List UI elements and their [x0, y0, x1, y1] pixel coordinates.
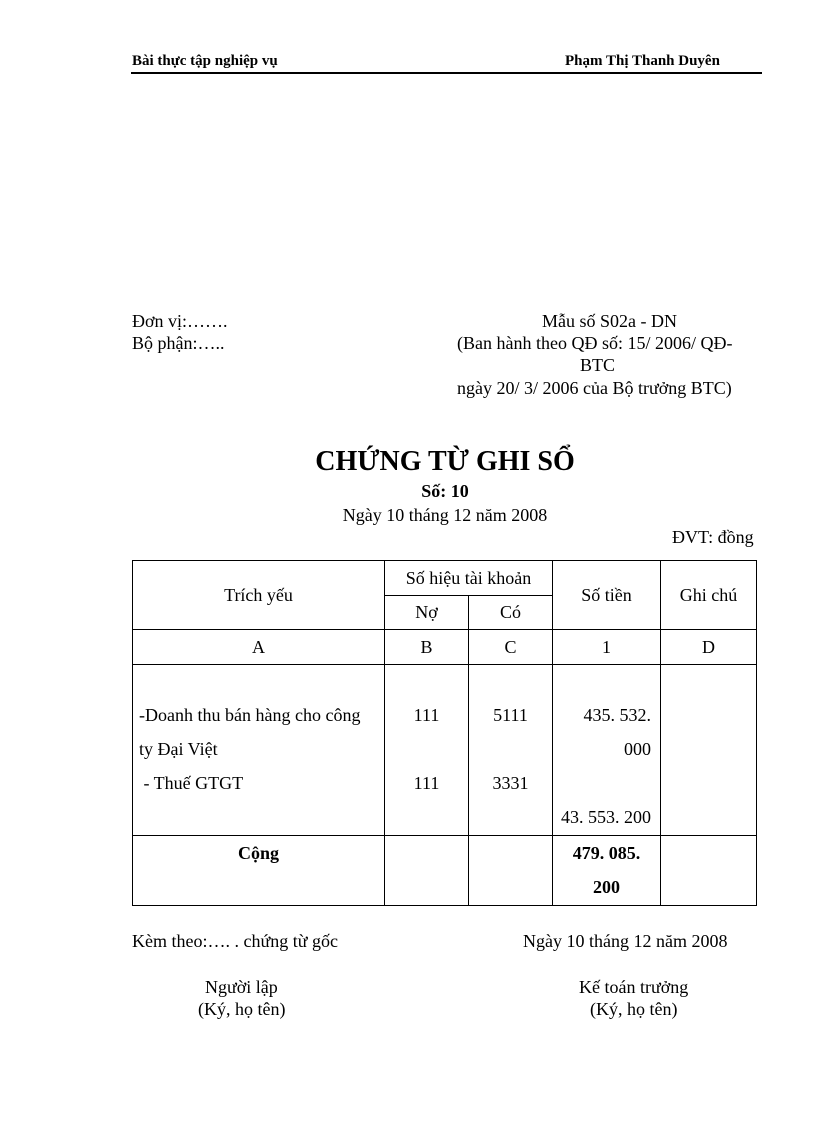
form-issued-line2: BTC — [580, 355, 616, 375]
row2-amount: 43. 553. 200 — [561, 807, 651, 827]
row1-debit: 111 — [413, 705, 440, 725]
total-label-cell — [133, 836, 385, 906]
code-credit: C — [469, 630, 553, 665]
row2-debit: 111 — [413, 773, 440, 793]
row1-credit: 5111 — [493, 705, 528, 725]
header-note: Ghi chú — [661, 561, 757, 630]
code-amount: 1 — [553, 630, 661, 665]
code-row — [133, 630, 757, 665]
ledger-table — [132, 560, 757, 906]
row-summary-cell — [133, 665, 385, 836]
footer-date: Ngày 10 tháng 12 năm 2008 — [523, 931, 728, 951]
preparer-title: Người lập — [205, 977, 278, 997]
header-rule — [131, 72, 762, 74]
form-issued-line1: (Ban hành theo QĐ số: 15/ 2006/ QĐ- — [457, 333, 733, 353]
form-code: Mẫu số S02a - DN — [542, 311, 677, 331]
header-summary: Trích yếu — [133, 561, 385, 630]
total-amount-cell — [553, 836, 661, 906]
header-account-group: Số hiệu tài khoản — [385, 561, 553, 596]
total-row — [133, 836, 757, 906]
code-summary: A — [133, 630, 385, 665]
code-note: D — [661, 630, 757, 665]
document-number: Số: 10 — [421, 481, 469, 501]
row2-credit: 3331 — [492, 773, 529, 793]
total-amount-line2: 200 — [593, 877, 620, 897]
document-title: CHỨNG TỪ GHI SỔ — [315, 446, 575, 477]
row1-summary-line1: -Doanh thu bán hàng cho công — [139, 705, 361, 725]
row-note-cell — [661, 665, 757, 836]
total-label: Cộng — [237, 843, 279, 863]
header-row — [133, 561, 757, 596]
currency-unit: ĐVT: đồng — [672, 527, 754, 547]
header-credit: Có — [469, 596, 553, 630]
row-debit-cell — [385, 665, 469, 836]
unit-field: Đơn vị:……. — [132, 311, 228, 331]
row1-summary-line2: ty Đại Việt — [139, 739, 218, 759]
total-debit-cell — [385, 836, 469, 906]
row-credit-cell — [469, 665, 553, 836]
accountant-title: Kế toán trưởng — [579, 977, 689, 997]
page-header-right: Phạm Thị Thanh Duyên — [565, 53, 720, 69]
total-amount-line1: 479. 085. — [572, 843, 641, 863]
total-note-cell — [661, 836, 757, 906]
page-header-left: Bài thực tập nghiệp vụ — [132, 53, 278, 69]
form-issued-line3: ngày 20/ 3/ 2006 của Bộ trưởng BTC) — [457, 378, 732, 398]
row1-amount-line2: 000 — [624, 739, 651, 759]
row-amount-cell — [553, 665, 661, 836]
document-date: Ngày 10 tháng 12 năm 2008 — [342, 505, 548, 525]
total-credit-cell — [469, 836, 553, 906]
department-field: Bộ phận:….. — [132, 333, 225, 353]
accountant-sign: (Ký, họ tên) — [590, 999, 678, 1019]
row2-summary: - Thuế GTGT — [139, 773, 244, 793]
preparer-sign: (Ký, họ tên) — [198, 999, 286, 1019]
header-debit: Nợ — [385, 596, 469, 630]
code-debit: B — [385, 630, 469, 665]
table-row — [133, 665, 757, 836]
attachments-note: Kèm theo:…. . chứng từ gốc — [132, 931, 338, 951]
header-amount: Số tiền — [553, 561, 661, 630]
row1-amount-line1: 435. 532. — [583, 705, 651, 725]
